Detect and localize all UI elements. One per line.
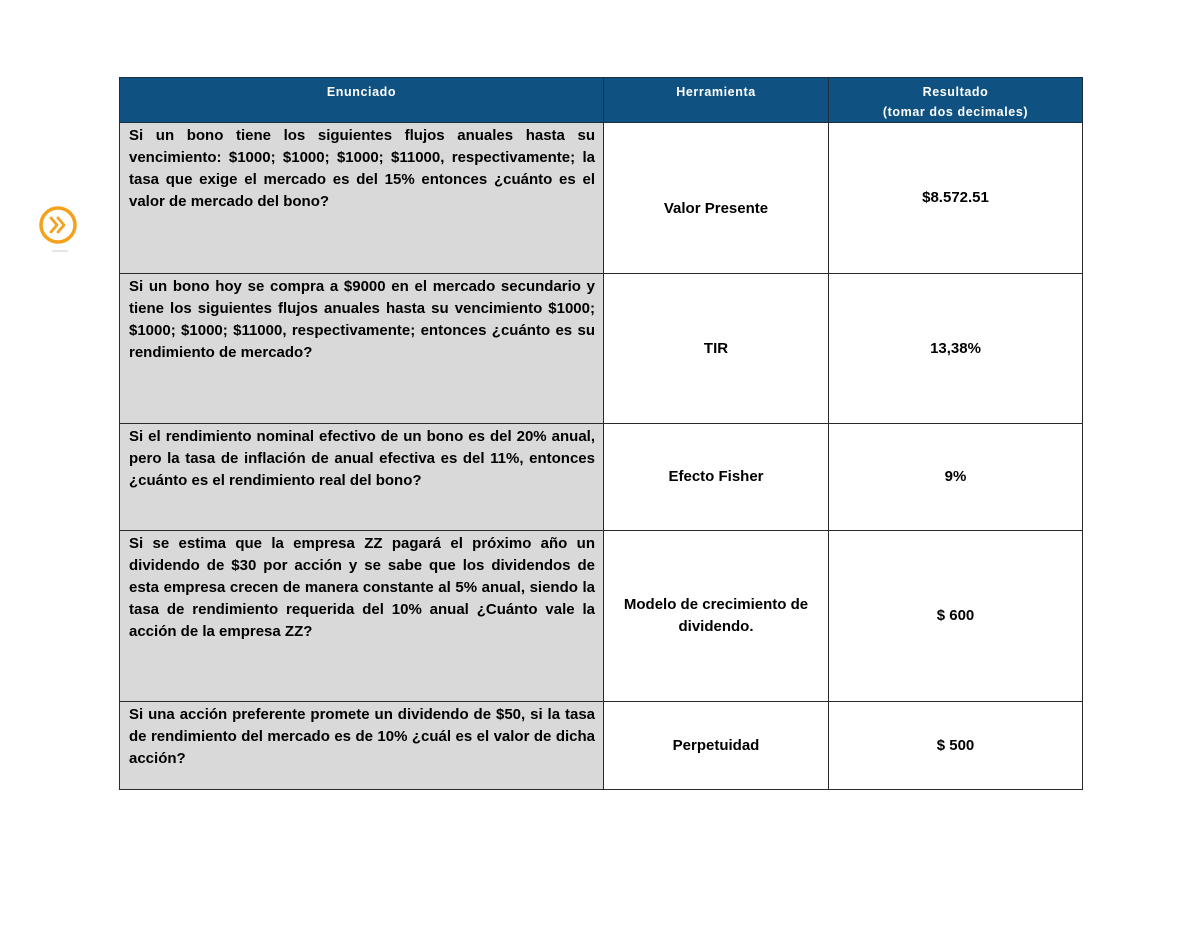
result-cell: 13,38% [829, 274, 1083, 424]
header-herramienta: Herramienta [604, 78, 829, 123]
result-cell: $8.572.51 [829, 123, 1083, 274]
table-row [120, 424, 1083, 531]
header-resultado-title: Resultado [922, 85, 989, 99]
question-cell: Si el rendimiento nominal efectivo de un bono es del 20% anual, pero la tasa de inflación de anual efectiva es del 11%, entonces ¿cuánto es el rendimiento real del bono? [120, 424, 604, 531]
tool-cell: Valor Presente [604, 123, 829, 274]
exercise-table [119, 77, 1083, 790]
tool-cell: TIR [604, 274, 829, 424]
header-enunciado: Enunciado [120, 78, 604, 123]
result-cell: $ 600 [829, 531, 1083, 702]
next-page-button[interactable] [38, 205, 78, 245]
header-row [120, 78, 1083, 123]
result-cell: $ 500 [829, 702, 1083, 790]
header-resultado-note: (tomar dos decimales) [882, 105, 1029, 119]
double-chevron-right-icon [38, 205, 78, 245]
tool-cell: Perpetuidad [604, 702, 829, 790]
table-row [120, 531, 1083, 702]
tool-cell: Modelo de crecimiento de dividendo. [604, 531, 829, 702]
result-cell: 9% [829, 424, 1083, 531]
question-cell: Si un bono tiene los siguientes flujos anuales hasta su vencimiento: $1000; $1000; $1000; $11000, respectivamente; la tasa que exige el mercado es del 15% entonces ¿cuánto es el valor de mercado del bono? [120, 123, 604, 274]
table-row [120, 274, 1083, 424]
table-row [120, 702, 1083, 790]
question-cell: Si una acción preferente promete un dividendo de $50, si la tasa de rendimiento del mercado es de 10% ¿cuál es el valor de dicha acción? [120, 702, 604, 790]
table-row [120, 123, 1083, 274]
tool-cell: Efecto Fisher [604, 424, 829, 531]
question-cell: Si se estima que la empresa ZZ pagará el próximo año un dividendo de $30 por acción y se sabe que los dividendos de esta empresa crecen de manera constante al 5% anual, siendo la tasa de rendimiento requerida del 10% anual ¿Cuánto vale la acción de la empresa ZZ? [120, 531, 604, 702]
question-cell: Si un bono hoy se compra a $9000 en el mercado secundario y tiene los siguientes flujos anuales hasta su vencimiento $1000; $1000; $1000; $11000, respectivamente; entonces ¿cuánto es su rendimiento de mercado? [120, 274, 604, 424]
button-shadow [52, 250, 68, 252]
header-resultado [829, 78, 1083, 123]
